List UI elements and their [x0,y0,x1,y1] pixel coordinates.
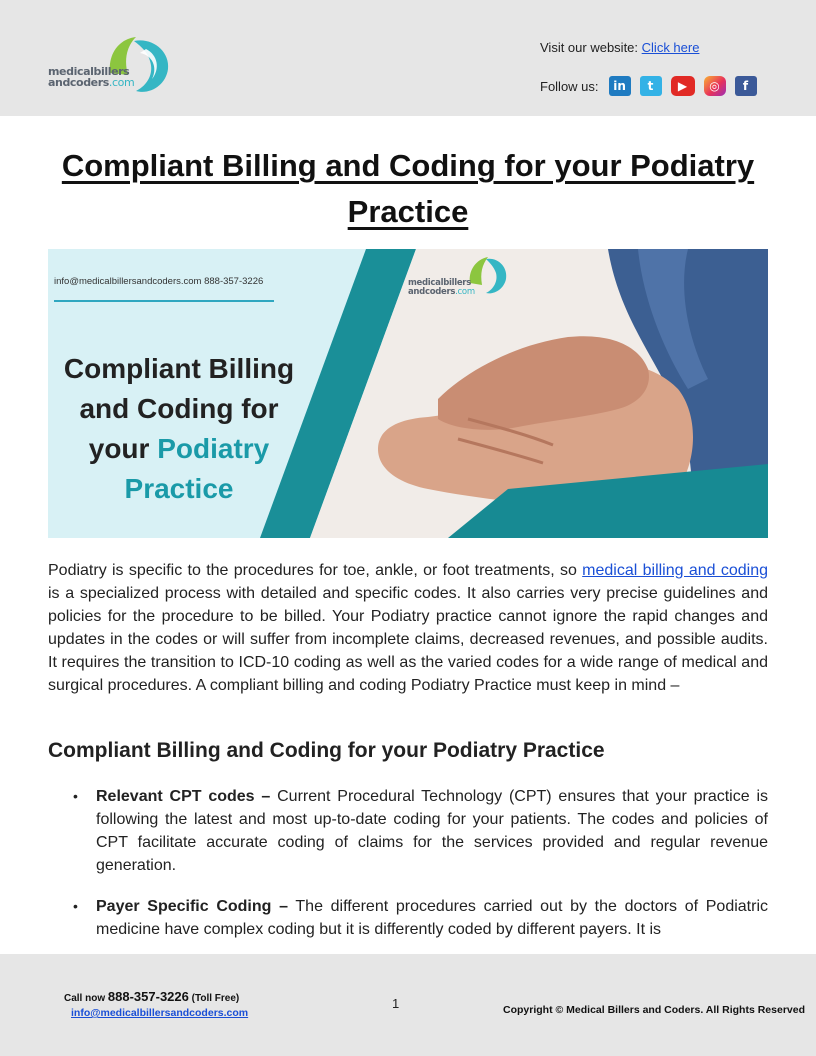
footer-email-link[interactable]: info@medicalbillersandcoders.com [71,1007,249,1019]
intro-paragraph [48,559,768,697]
bullet-dot-icon: • [73,788,78,804]
logo-suffix: .com [108,76,135,89]
banner-divider [54,300,274,302]
youtube-icon[interactable]: ▶ [671,76,695,96]
footer-phone[interactable]: 888-357-3226 [107,989,189,1004]
bullet-text: Current Procedural Technology (CPT) ensures that your practice is following the latest and most up-to-date coding for your patients. The codes and policies of CPT facilitate accurate coding of claims for the services provided and regular revenue generation. [96,788,769,874]
banner-heading [48,349,310,509]
logo-line-2: andcoders [48,76,109,89]
bullet-dot-icon: • [73,898,78,914]
bullet-term: Relevant CPT codes – [96,788,271,805]
follow-label: Follow us: [540,78,599,94]
banner-logo-suffix: .com [455,287,475,297]
call-prefix: Call now [64,993,108,1004]
twitter-icon[interactable]: t [640,76,662,96]
banner-heading-line-2: and Coding for [79,393,279,424]
section-heading: Compliant Billing and Coding for your Podiatry Practice [48,739,605,762]
website-link[interactable]: Click here [641,40,700,55]
facebook-icon[interactable]: f [735,76,757,96]
bullet-text: The different procedures carried out by the doctors of Podiatric medicine have complex coding but it is differently coded by different payers. It is [96,898,769,938]
page-header [0,0,816,116]
visit-label: Visit our website: [540,40,639,55]
banner-heading-line-1: Compliant Billing [63,353,295,384]
bullet-term: Payer Specific Coding – [96,898,288,915]
follow-us [540,76,766,96]
logo-wordmark [48,66,134,88]
banner-heading-line-3b: Podiatry [157,433,270,464]
banner-logo-line-1: medicalbillers [408,278,471,288]
page-footer [0,954,816,1056]
copyright-text: Copyright © Medical Billers and Coders. All Rights Reserved [503,1004,805,1016]
instagram-icon[interactable]: ◎ [704,76,726,96]
banner-heading-line-4: Practice [124,473,234,504]
banner-logo-wordmark [408,279,475,297]
footer-call [64,989,239,1004]
banner-logo-line-2: andcoders [408,287,456,297]
intro-text-after: is a specialized process with detailed and specific codes. It also carries very precise guidelines and policies for the procedure to be billed. Your Podiatry practice cannot ignore the rapid changes and updates in the codes or will suffer from incomplete claims, decreased revenues, and possible audits. It requires the transition to ICD-10 coding as well as the varied codes for a wide range of medical and surgical procedures. A compliant billing and coding Podiatry Practice must keep in mind – [48,585,768,694]
medical-billing-link[interactable]: medical billing and coding [582,562,768,579]
hero-banner [48,249,768,538]
page-title: Compliant Billing and Coding for your Podiatry Practice [61,148,755,229]
logo-line-1: medicalbillers [48,65,130,78]
banner-heading-line-3a: your [88,433,158,464]
page-number: 1 [392,996,400,1011]
toll-free-label: (Toll Free) [188,993,240,1004]
list-item [48,785,768,877]
list-item [48,895,768,941]
visit-website [540,40,699,55]
intro-text-before: Podiatry is specific to the procedures for toe, ankle, or foot treatments, so [48,562,583,579]
linkedin-icon[interactable]: in [609,76,631,96]
banner-contact: info@medicalbillersandcoders.com 888-357-3226 [54,276,264,287]
bullet-list [48,785,768,959]
